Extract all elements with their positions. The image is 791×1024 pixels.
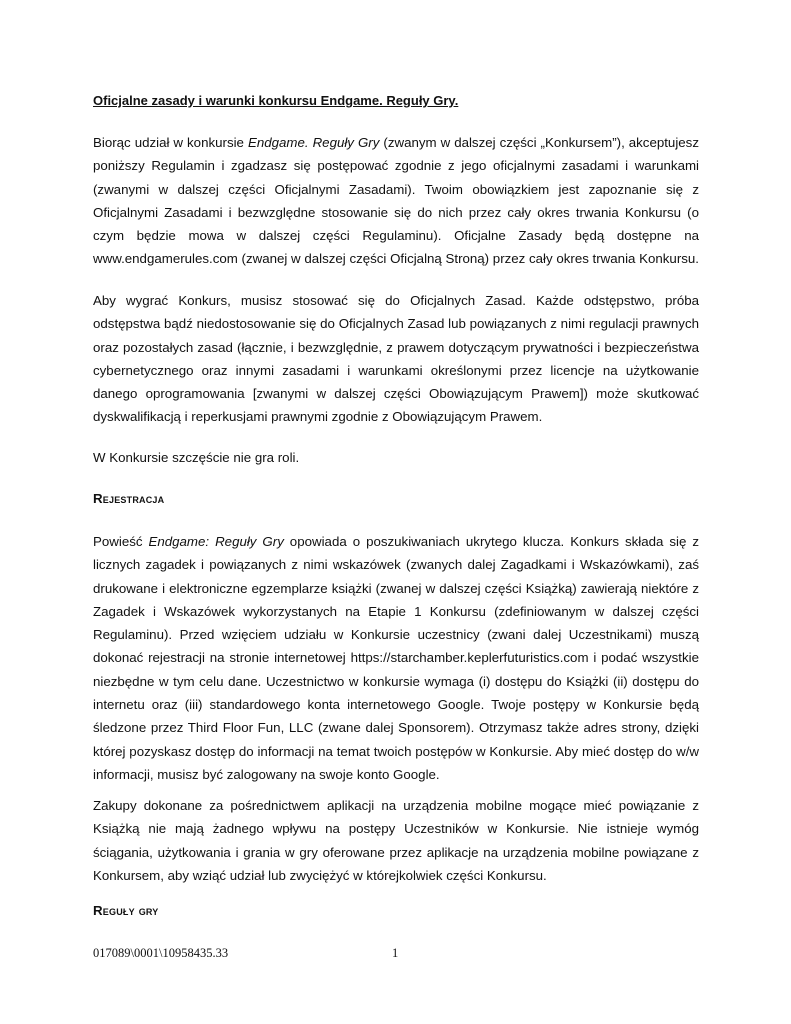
heading-text: Reguły gry [93, 903, 159, 918]
paragraph-text-start: Biorąc udział w konkursie [93, 135, 248, 150]
paragraph-text: Zakupy dokonane za pośrednictwem aplikacji na urządzenia mobilne mogące mieć powiązanie z Książką nie mają żadnego wpływu na postępy Uczestników w Konkursie. Nie istnieje wymóg ściągania, użytkowania i grania w gry oferowane przez aplikacje na urządzenia mobilne powiązane z Konkursem, aby wziąć udział lub zwyciężyć w którejkolwiek części Konkursu. [93, 798, 699, 883]
paragraph-text: W Konkursie szczęście nie gra roli. [93, 450, 300, 465]
paragraph-registration [93, 530, 699, 786]
footer-document-code: 017089\0001\10958435.33 [93, 946, 229, 960]
paragraph-mobile-apps [93, 794, 699, 887]
novel-name-italic: Endgame: Reguły Gry [148, 534, 284, 549]
section-heading-registration [93, 491, 699, 506]
paragraph-text [93, 131, 699, 271]
contest-name-italic: Endgame. Reguły Gry [247, 135, 380, 150]
section-heading-rules [93, 903, 699, 918]
paragraph-text-rest: opowiada o poszukiwaniach ukrytego klucza. Konkurs składa się z licznych zagadek i powiązanych z nimi wskazówek (zwanych dalej Zagadkami i Wskazówkami), zaś drukowane i elektroniczne egzemplarze książki (zwanej w dalszej części Książką) zawierają niektóre z Zagadek i Wskazówek wykorzystanych na Etapie 1 Konkursu (zdefiniowanym w dalszej części Regulaminu). Przed wzięciem udziału w Konkursie uczestnicy (zwani dalej Uczestnikami) muszą dokonać rejestracji na stronie internetowej https://starchamber.keplerfuturistics.com i podać wszystkie niezbędne w tym celu dane. Uczestnictwo w konkursie wymaga (i) dostępu do Książki (ii) dostępu do internetu oraz (iii) standardowego konta internetowego Google. Twoje postępy w Konkursie będą śledzone przez Third Floor Fun, LLC (zwane dalej Sponsorem). Otrzymasz także adres strony, dzięki której pozyskasz dostęp do informacji na temat twoich postępów w Konkursie. Aby mieć dostęp do w/w informacji, musisz być zalogowany na swoje konto Google. [93, 534, 699, 782]
document-title: Oficjalne zasady i warunki konkursu Endgame. Reguły Gry. [93, 93, 459, 108]
paragraph-compliance [93, 289, 699, 429]
paragraph-text-rest: (zwanym w dalszej części „Konkursem”), akceptujesz poniższy Regulamin i zgadzasz się postępować zgodnie z jego oficjalnymi zasadami i warunkami (zwanymi w dalszej części Oficjalnymi Zasadami). Twoim obowiązkiem jest zapoznanie się z Oficjalnymi Zasadami i bezwzględne stosowanie się do nich przez cały okres trwania Konkursu (o czym będzie mowa w dalszej części Regulaminu). Oficjalne Zasady będą dostępne na www.endgamerules.com (zwanej w dalszej części Oficjalną Stroną) przez cały okres trwania Konkursu. [93, 135, 699, 267]
paragraph-intro [93, 131, 699, 271]
paragraph-luck [93, 446, 699, 469]
paragraph-text: Aby wygrać Konkurs, musisz stosować się do Oficjalnych Zasad. Każde odstępstwo, próba odstępstwa bądź niedostosowanie się do Oficjalnych Zasad lub powiązanych z nimi regulacji prawnych oraz pozostałych zasad (łącznie, i bezwzględnie, z prawem dotyczącym prywatności i bezpieczeństwa cybernetycznego oraz innymi zasadami i warunkami określonymi przez licencje na użytkowanie danego oprogramowania [zwanymi w dalszej części Obowiązującym Prawem]) może skutkować dyskwalifikacją i reperkusjami prawnymi zgodnie z Obowiązującym Prawem. [93, 293, 699, 425]
paragraph-text-start: Powieść [93, 534, 149, 549]
footer-page-number: 1 [392, 946, 399, 960]
paragraph-text [93, 530, 699, 786]
heading-text: Rejestracja [93, 491, 165, 506]
